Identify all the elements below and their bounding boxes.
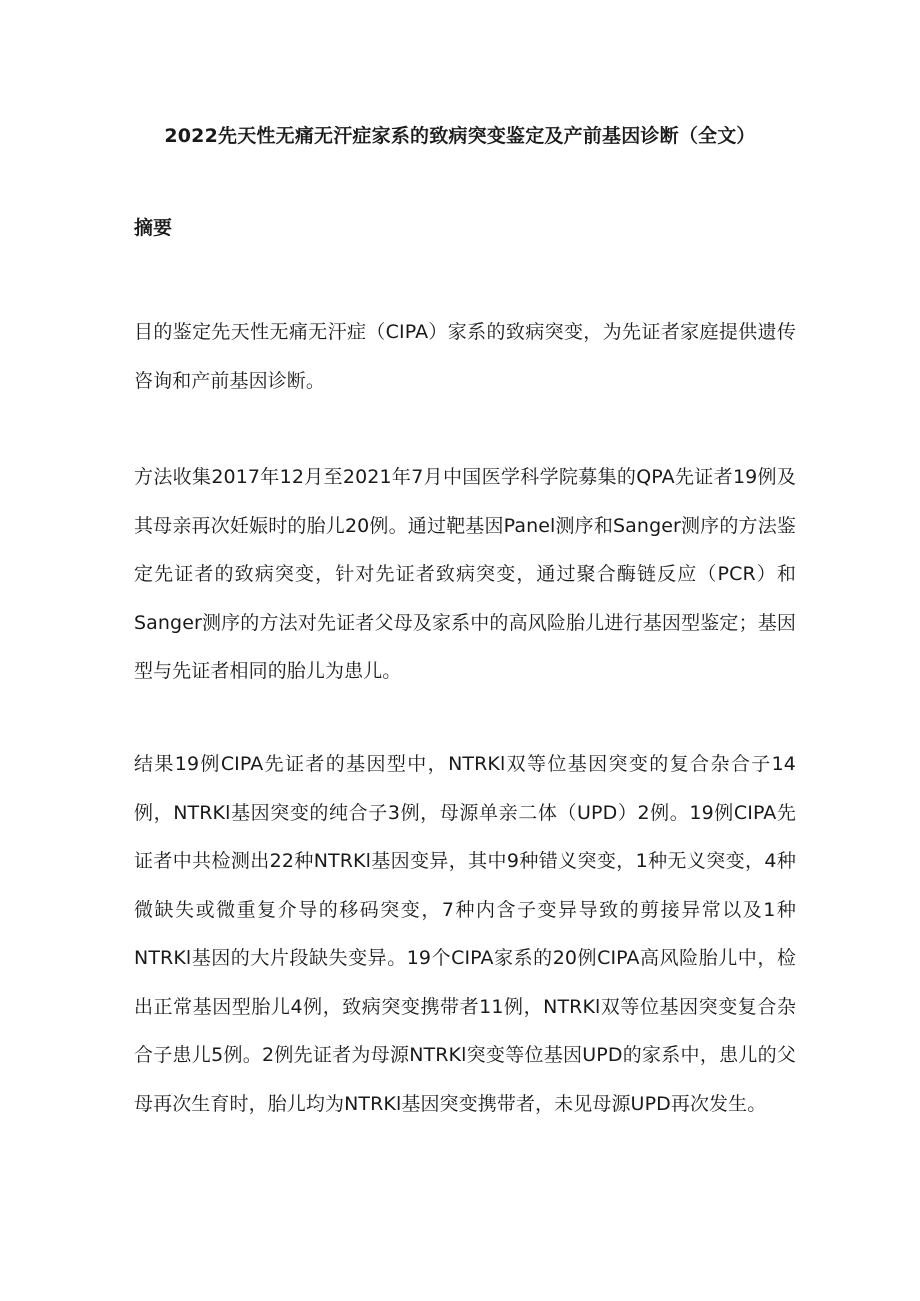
objective-paragraph: 目的鉴定先天性无痛无汗症（CIPA）家系的致病突变，为先证者家庭提供遗传咨询和产前基因诊断。 bbox=[134, 321, 796, 392]
results-paragraph: 结果19例CIPA先证者的基因型中，NTRKl双等位基因突变的复合杂合子14例，NTRKl基因突变的纯合子3例，母源单亲二体（UPD）2例。19例CIPA先证者中共检测出22种NTRKl基因变异，其中9种错义突变，1种无义突变，4种微缺失或微重复介导的移码突变，7种内含子变异导致的剪接异常以及1种NTRKl基因的大片段缺失变异。19个CIPA家系的20例CIPA高风险胎儿中，检出正常基因型胎儿4例，致病突变携带者11例，NTRKl双等位基因突变复合杂合子患儿5例。2例先证者为母源NTRKl突变等位基因UPD的家系中，患儿的父母再次生育时，胎儿均为NTRKl基因突变携带者，未见母源UPD再次发生。 bbox=[134, 753, 796, 1115]
abstract-heading: 摘要 bbox=[134, 217, 173, 239]
document-title: 2022先天性无痛无汗症家系的致病突变鉴定及产前基因诊断（全文） bbox=[164, 125, 756, 147]
methods-paragraph: 方法收集2017年12月至2021年7月中国医学科学院募集的QPA先证者19例及其母亲再次妊娠时的胎儿20例。通过靶基因Panel测序和Sanger测序的方法鉴定先证者的致病突变，针对先证者致病突变，通过聚合酶链反应（PCR）和Sanger测序的方法对先证者父母及家系中的高风险胎儿进行基因型鉴定；基因型与先证者相同的胎儿为患儿。 bbox=[134, 466, 796, 682]
